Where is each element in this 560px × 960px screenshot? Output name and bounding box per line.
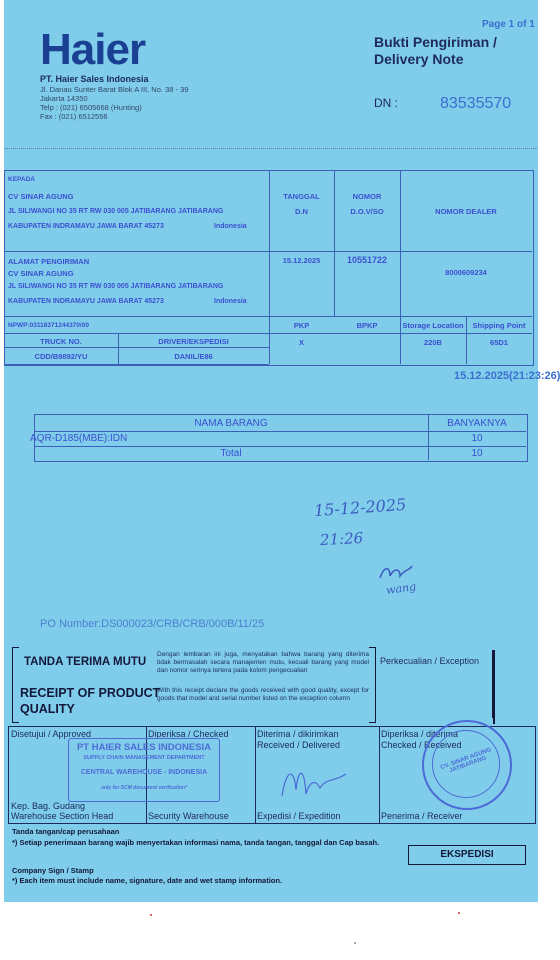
handwritten-signature: wang [385, 579, 417, 598]
item-name: AQR-D185(MBE):IDN [30, 433, 128, 444]
shipping-country: Indonesia [214, 298, 247, 305]
recipient-country: Indonesia [214, 223, 247, 230]
delivered-label [257, 729, 340, 751]
shipping-address-2: KABUPATEN INDRAMAYU JAWA BARAT 45273 [8, 298, 164, 305]
receipt-quality-block [12, 647, 376, 721]
receiver-round-stamp [422, 720, 512, 810]
address-line: Jl. Danau Sunter Barat Blok A III, No. 38 - 39 [40, 85, 189, 94]
col-quantity: BANYAKNYA [447, 418, 507, 429]
order-number: 10551722 [346, 255, 388, 265]
signature-scribble [376, 562, 416, 584]
speck [150, 914, 152, 916]
approved-label: Disetujui / Approved [11, 729, 92, 739]
delivery-date: 15.12.2025 [282, 256, 321, 265]
recipient-name: CV SINAR AGUNG [8, 192, 74, 201]
company-sign-title: Company Sign / Stamp [12, 866, 94, 875]
page-indicator: Page 1 of 1 [482, 19, 535, 30]
stamp-line-2: SUPPLY CHAIN MANAGEMENT DEPARTMENT [83, 755, 205, 761]
title-line-2: Delivery Note [374, 51, 464, 67]
address-line: Jakarta 14350 [40, 94, 88, 103]
col-item-name: NAMA BARANG [194, 418, 268, 429]
receipt-title-en-2: QUALITY [20, 702, 75, 716]
recipient-address-1: JL SILIWANGI NO 35 RT RW 030 005 JATIBARANG JATIBARANG [8, 208, 224, 215]
shipping-name: CV SINAR AGUNG [8, 269, 74, 278]
header-divider [4, 148, 538, 149]
col-dealer: NOMOR DEALER [435, 207, 497, 216]
col-nomor: NOMOR [352, 192, 382, 201]
handwritten-time: 21:26 [319, 528, 364, 550]
storage-location-value: 220B [424, 338, 442, 347]
exception-label: Perkecualian / Exception [380, 656, 480, 666]
warehouse-section-head: Warehouse Section Head [11, 811, 114, 821]
received-label-2: Checked / Received [381, 740, 462, 750]
shipping-address-1: JL SILIWANGI NO 35 RT RW 030 005 JATIBARANG JATIBARANG [8, 283, 224, 290]
recipient-address-2: KABUPATEN INDRAMAYU JAWA BARAT 45273 [8, 223, 164, 230]
total-quantity: 10 [471, 448, 483, 459]
pkp-label: PKP [293, 321, 310, 330]
col-nomor-sub: D.O.V/SO [350, 207, 384, 216]
background-below-paper [0, 902, 540, 960]
sign-title: Tanda tangan/cap perusahaan [12, 827, 120, 836]
dn-label: DN : [374, 96, 398, 110]
receipt-text-id: Dengan lembaran ini juga, menyatakan bahwa barang yang diterima tidak bermasalah secara manajemen mutu, kecuali barang yang model dan nomor serinya tertera pada kolom pengecualian [157, 651, 369, 674]
round-stamp-text: CV. SINAR AGUNG JATIBARANG [439, 747, 493, 775]
receipt-title-id: TANDA TERIMA MUTU [24, 656, 147, 668]
stamp-line-4: only for SCM document verification* [100, 785, 188, 791]
delivery-note-paper [4, 0, 560, 902]
title-line-1: Bukti Pengiriman / [374, 34, 497, 50]
company-address [40, 85, 240, 121]
speck [354, 942, 356, 944]
received-label-1: Diperiksa / diterima [381, 729, 459, 739]
security-warehouse: Security Warehouse [148, 811, 229, 821]
document-title [374, 34, 524, 68]
shipping-label: ALAMAT PENGIRIMAN [8, 257, 90, 266]
storage-location-label: Storage Location [402, 321, 464, 330]
fax-line: Fax : (021) 6512556 [40, 112, 108, 121]
print-timestamp: 15.12.2025(21:23:26) [454, 370, 560, 382]
npwp: NPWP:03118371244370/00 [8, 322, 89, 329]
col-tanggal: TANGGAL [283, 192, 320, 201]
receipt-title-en-1: RECEIPT OF PRODUCT [20, 686, 161, 700]
stamp-line-3: CENTRAL WAREHOUSE - INDONESIA [80, 769, 208, 776]
col-tanggal-sub: D.N [295, 207, 308, 216]
phone-line: Telp : (021) 6505668 (Hunting) [40, 103, 142, 112]
handwritten-date: 15-12-2025 [313, 494, 407, 521]
truck-label: TRUCK NO. [40, 337, 82, 346]
item-quantity: 10 [471, 433, 483, 444]
delivered-label-2: Received / Delivered [257, 740, 341, 750]
expedition-signature [276, 760, 356, 804]
expedition-label: Expedisi / Expedition [257, 811, 341, 821]
total-label: Total [220, 448, 242, 459]
bpkp-label: BPKP [356, 321, 378, 330]
ekspedisi-box: EKSPEDISI [408, 845, 526, 865]
kepada-label: KEPADA [8, 176, 35, 183]
haier-logo: Haier [40, 25, 146, 74]
warehouse-stamp [68, 738, 220, 802]
receipt-text-en: With this receipt declare the goods received with good quality, except for goods that model and serial number listed on the exception column [157, 687, 369, 702]
po-number: PO Number:DS000023/CRB/CRB/000B/11/25 [40, 618, 265, 630]
shipping-point-value: 65D1 [490, 338, 508, 347]
pkp-value: X [298, 338, 304, 347]
company-sign-note: *) Each item must include name, signature, date and wet stamp information. [12, 876, 283, 885]
kep-bag-gudang: Kep. Bag. Gudang [11, 801, 86, 811]
dealer-number: 8000609234 [445, 268, 487, 277]
stamp-line-1: PT HAIER SALES INDONESIA [76, 742, 212, 753]
speck [458, 912, 460, 914]
dn-number: 83535570 [440, 95, 512, 112]
delivered-label-1: Diterima / dikirimkan [257, 729, 339, 739]
driver-label: DRIVER/EKSPEDISI [158, 337, 229, 346]
driver-value: DANIL/E86 [174, 352, 213, 361]
approved-footer [11, 801, 113, 821]
truck-value: CDD/B9892/YU [34, 352, 88, 361]
sign-note: *) Setiap penerimaan barang wajib menyertakan informasi nama, tanda tangan, tanggal dan Cap basah. [12, 838, 380, 847]
exception-box [375, 650, 493, 718]
receiver-label: Penerima / Receiver [381, 811, 463, 821]
company-name: PT. Haier Sales Indonesia [40, 74, 149, 84]
checked-label: Diperiksa / Checked [148, 729, 229, 739]
shipping-point-label: Shipping Point [472, 321, 526, 330]
